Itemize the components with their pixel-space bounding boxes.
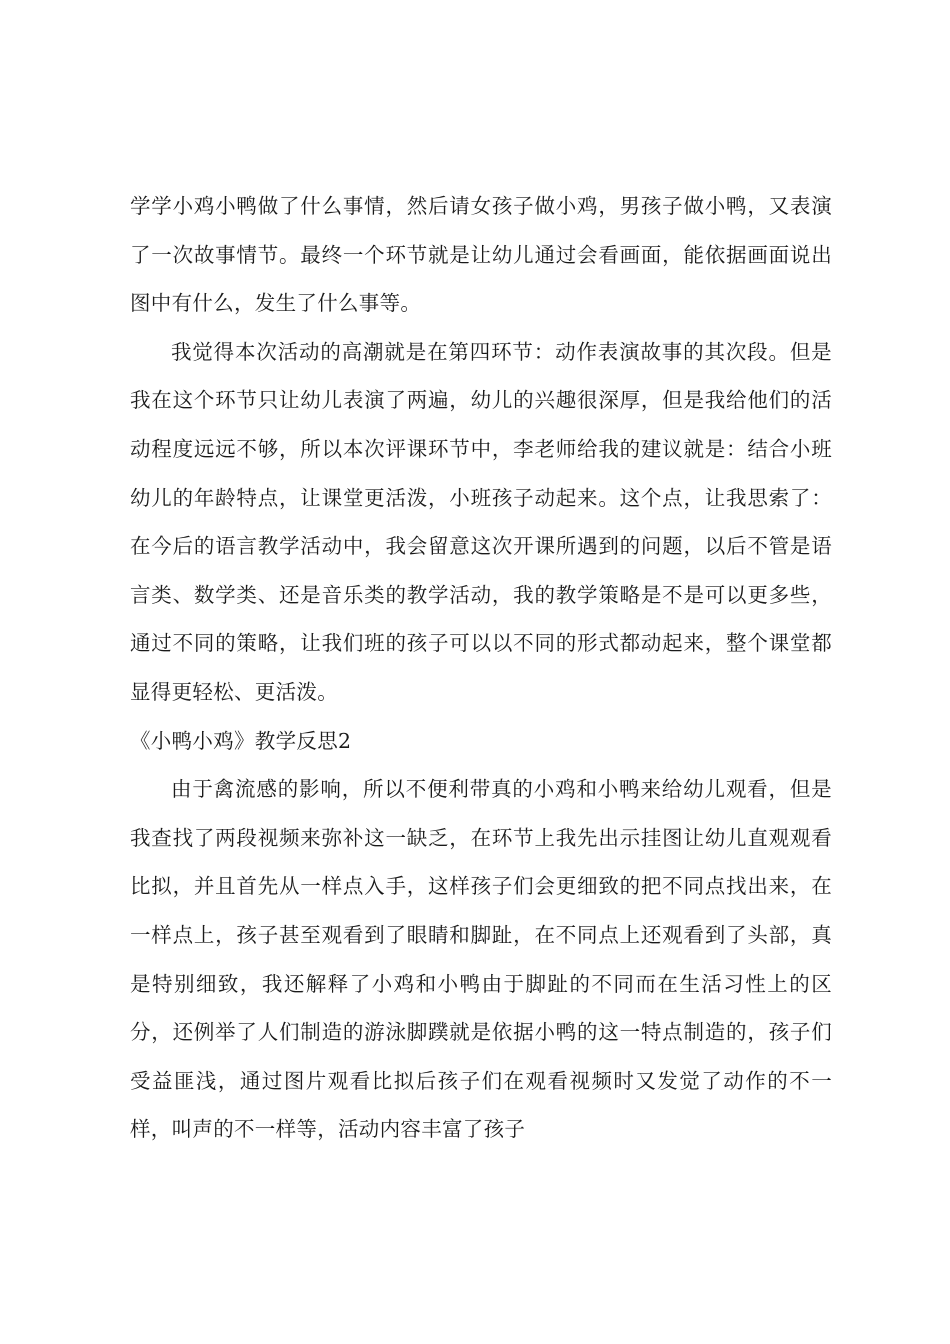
section-heading: 《小鸭小鸡》教学反思2 xyxy=(130,728,352,753)
paragraph-reflection: 我觉得本次活动的高潮就是在第四环节：动作表演故事的其次段。但是我在这个环节只让幼儿表演了两遍，幼儿的兴趣很深厚，但是我给他们的活动程度远远不够，所以本次评课环节中，李老师给我的建议就是：结合小班幼儿的年龄特点，让课堂更活泼，小班孩子动起来。这个点，让我思索了：在今后的语言教学活动中，我会留意这次开课所遇到的问题，以后不管是语言类、数学类、还是音乐类的教学活动，我的教学策略是不是可以更多些，通过不同的策略，让我们班的孩子可以以不同的形式都动起来，整个课堂都显得更轻松、更活泼。 xyxy=(130,339,832,704)
document-body xyxy=(130,182,832,1154)
paragraph-section-2: 由于禽流感的影响，所以不便利带真的小鸡和小鸭来给幼儿观看，但是我查找了两段视频来弥补这一缺乏，在环节上我先出示挂图让幼儿直观观看比拟，并且首先从一样点入手，这样孩子们会更细致的把不同点找出来，在一样点上，孩子甚至观看到了眼睛和脚趾，在不同点上还观看到了头部，真是特别细致，我还解释了小鸡和小鸭由于脚趾的不同而在生活习性上的区分，还例举了人们制造的游泳脚蹼就是依据小鸭的这一特点制造的，孩子们受益匪浅，通过图片观看比拟后孩子们在观看视频时又发觉了动作的不一样，叫声的不一样等，活动内容丰富了孩子 xyxy=(130,777,832,1142)
paragraph-continued: 学学小鸡小鸭做了什么事情，然后请女孩子做小鸡，男孩子做小鸭，又表演了一次故事情节。最终一个环节就是让幼儿通过会看画面，能依据画面说出图中有什么，发生了什么事等。 xyxy=(130,194,832,316)
